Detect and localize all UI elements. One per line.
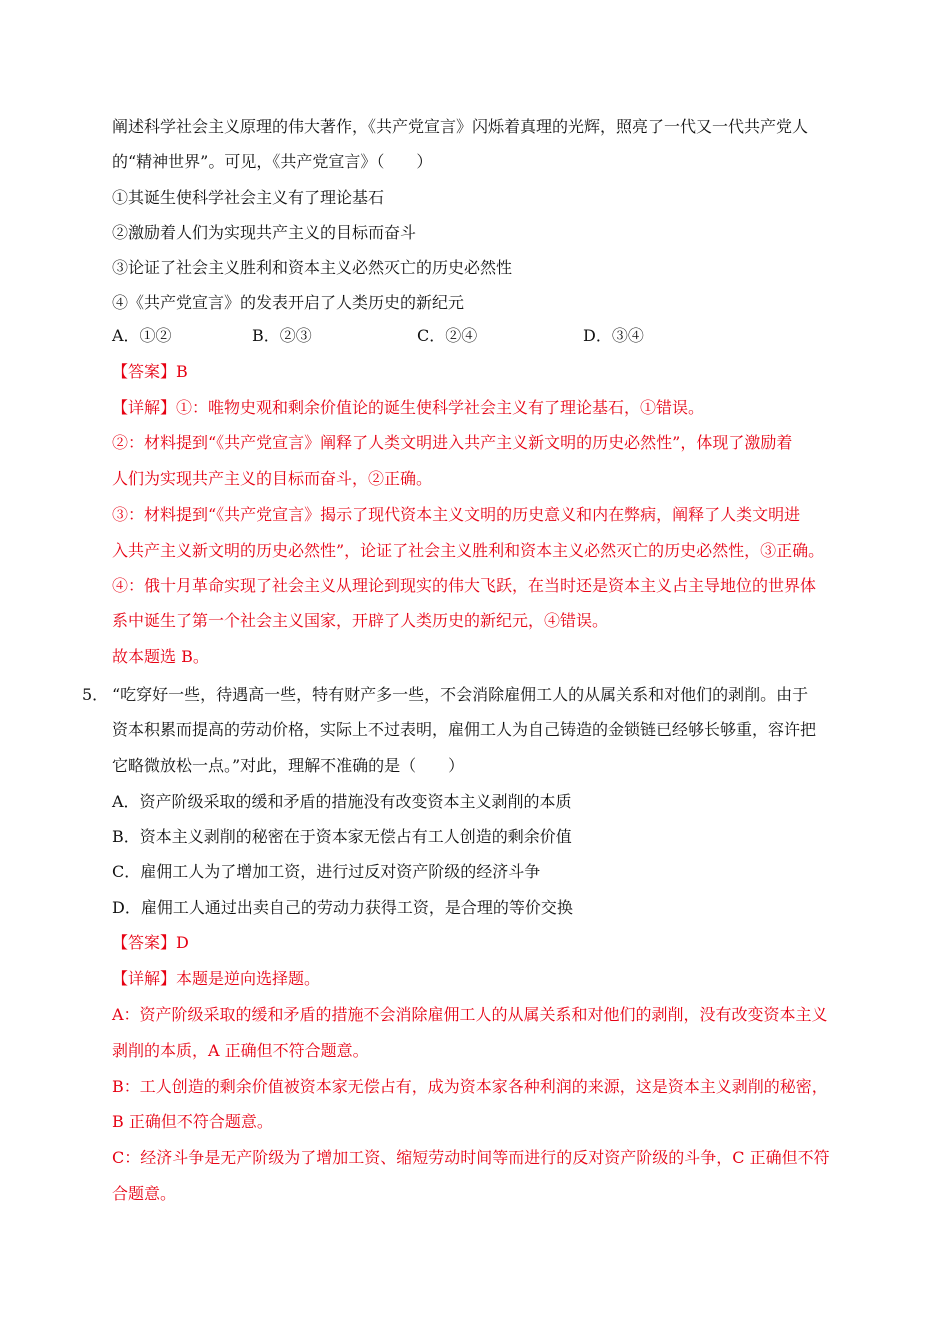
q4-detail-line-4: ③：材料提到“《共产党宣言》揭示了现代资本主义文明的历史意义和内在弊病，阐释了人类文明进	[112, 505, 801, 524]
q5-option-c: C．雇佣工人为了增加工资，进行过反对资产阶级的经济斗争	[112, 862, 541, 881]
q5-detail-line-7: 合题意。	[112, 1184, 177, 1203]
q4-option-d: D．③④	[583, 326, 644, 345]
q5-detail-line-3: 剥削的本质，A 正确但不符合题意。	[112, 1041, 369, 1060]
q5-detail-text-1: 本题是逆向选择题。	[176, 969, 321, 988]
q4-answer-value: B	[176, 362, 188, 381]
q5-detail-line-4: B：工人创造的剩余价值被资本家无偿占有，成为资本家各种利润的来源，这是资本主义剥削的秘密，	[112, 1077, 828, 1096]
q4-option-c: C．②④	[417, 326, 478, 345]
q4-detail-line-8: 故本题选 B。	[112, 647, 209, 666]
q4-detail-line-5: 入共产主义新文明的历史必然性”，论证了社会主义胜利和资本主义必然灭亡的历史必然性，③正确。	[112, 541, 825, 560]
q4-detail-text-1: ①：唯物史观和剩余价值论的诞生使科学社会主义有了理论基石，①错误。	[176, 398, 705, 417]
q5-stem-line-3: 它略微放松一点。”对此，理解不准确的是（ ）	[112, 756, 465, 775]
q5-detail-label: 【详解】	[112, 969, 177, 988]
q5-option-b: B．资本主义剥削的秘密在于资本家无偿占有工人创造的剩余价值	[112, 827, 572, 846]
q4-statement-1: ①其诞生使科学社会主义有了理论基石	[112, 188, 385, 207]
q5-answer-label: 【答案】	[112, 933, 177, 952]
q4-detail-line-2: ②：材料提到“《共产党宣言》阐释了人类文明进入共产主义新文明的历史必然性”，体现了激励着	[112, 433, 793, 452]
q5-option-a: A．资产阶级采取的缓和矛盾的措施没有改变资本主义剥削的本质	[112, 792, 572, 811]
q5-option-d: D．雇佣工人通过出卖自己的劳动力获得工资，是合理的等价交换	[112, 898, 573, 917]
q4-answer-label: 【答案】	[112, 362, 177, 381]
q4-option-b: B．②③	[252, 326, 312, 345]
q4-detail-line-7: 系中诞生了第一个社会主义国家，开辟了人类历史的新纪元，④错误。	[112, 611, 609, 630]
q4-answer	[112, 357, 872, 387]
q4-statement-3: ③论证了社会主义胜利和资本主义必然灭亡的历史必然性	[112, 258, 513, 277]
q5-answer	[112, 928, 872, 958]
q4-statement-4: ④《共产党宣言》的发表开启了人类历史的新纪元	[112, 293, 465, 312]
q4-detail-line-1	[112, 393, 872, 423]
q5-detail-line-1	[112, 964, 872, 994]
q5-answer-value: D	[176, 933, 189, 952]
q4-stem-line-2: 的“精神世界”。可见，《共产党宣言》（ ）	[112, 152, 433, 171]
q5-stem-line-2: 资本积累而提高的劳动价格，实际上不过表明，雇佣工人为自己铸造的金锁链已经够长够重，容许把	[112, 720, 817, 739]
q5-detail-line-2: A：资产阶级采取的缓和矛盾的措施不会消除雇佣工人的从属关系和对他们的剥削，没有改变资本主义	[112, 1005, 828, 1024]
q5-detail-line-6: C：经济斗争是无产阶级为了增加工资、缩短劳动时间等而进行的反对资产阶级的斗争，C 正确但不符	[112, 1148, 830, 1167]
q5-detail-line-5: B 正确但不符合题意。	[112, 1112, 273, 1131]
q5-number: 5．	[82, 685, 109, 704]
q4-detail-line-6: ④：俄十月革命实现了社会主义从理论到现实的伟大飞跃，在当时还是资本主义占主导地位的世界体	[112, 576, 817, 595]
q4-stem-line-1: 阐述科学社会主义原理的伟大著作，《共产党宣言》闪烁着真理的光辉，照亮了一代又一代共产党人	[112, 117, 809, 136]
q4-detail-line-3: 人们为实现共产主义的目标而奋斗，②正确。	[112, 469, 433, 488]
q4-statement-2: ②激励着人们为实现共产主义的目标而奋斗	[112, 223, 417, 242]
q4-option-a: A．①②	[112, 326, 172, 345]
q4-detail-label: 【详解】	[112, 398, 177, 417]
q5-stem-line-1: “吃穿好一些，待遇高一些，特有财产多一些，不会消除雇佣工人的从属关系和对他们的剥削。由于	[112, 685, 809, 704]
